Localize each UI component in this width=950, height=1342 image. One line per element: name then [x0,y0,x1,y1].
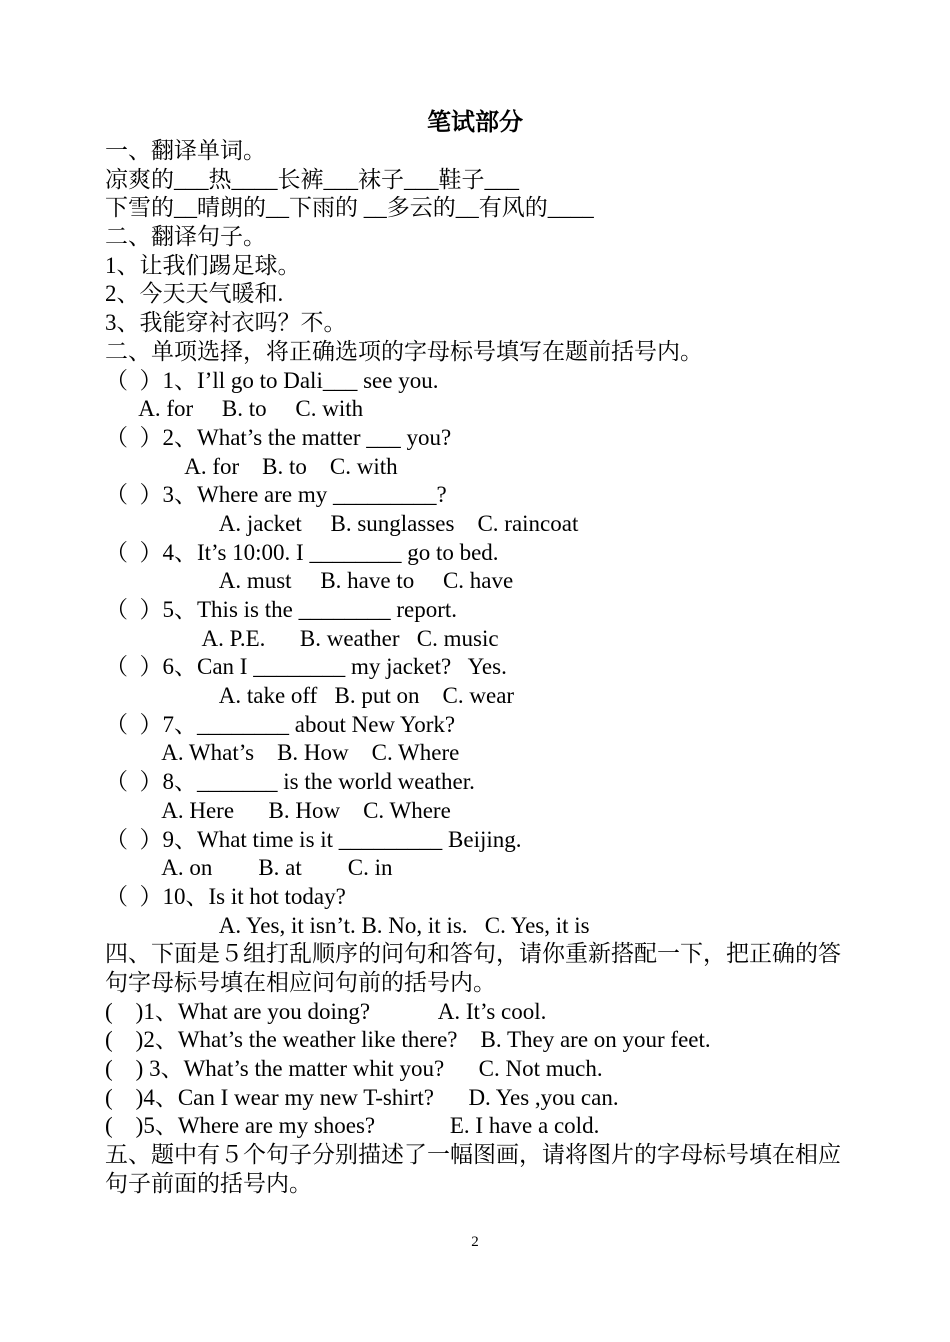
page-title: 笔试部分 [427,110,523,136]
document-body [105,137,850,1199]
text-line: 1、让我们踢足球。 [105,252,301,278]
text-line: 二、单项选择，将正确选项的字母标号填写在题前括号内。 [105,338,703,364]
text-line: （ ）8、_______ is the world weather. [105,769,475,795]
text-line: A. jacket B. sunglasses C. raincoat [105,510,579,536]
text-line: 2、今天天气暖和. [105,281,284,307]
text-line: A. P.E. B. weather C. music [105,625,499,651]
text-line: A. Yes, it isn’t. B. No, it is. C. Yes, it is [105,912,590,938]
text-line: 下雪的__晴朗的__下雨的 __多云的__有风的____ [105,195,594,221]
text-line: （ ）10、Is it hot today? [105,883,346,909]
text-line: 一、翻译单词。 [105,138,266,163]
text-line: ( )5、Where are my shoes? E. I have a cold. [105,1113,600,1139]
text-line: （ ）9、What time is it _________ Beijing. [105,826,522,852]
text-line: A. on B. at C. in [105,855,393,881]
text-line: ( )1、What are you doing? A. It’s cool. [105,998,547,1024]
text-line: （ ）4、It’s 10:00. I ________ go to bed. [105,539,499,565]
text-line: ( )2、What’s the weather like there? B. They are on your feet. [105,1027,711,1053]
text-line: 二、翻译句子。 [105,224,266,250]
text-line: （ ）6、Can I ________ my jacket? Yes. [105,654,507,680]
text-line: （ ）1、I’ll go to Dali___ see you. [105,367,439,393]
text-line: ( ) 3、What’s the matter whit you? C. Not much. [105,1056,603,1082]
text-line: （ ）3、Where are my _________? [105,482,447,508]
text-line: A. Here B. How C. Where [105,797,451,823]
text-line: 3、我能穿衬衣吗？不。 [105,310,347,336]
text-line: （ ）5、This is the ________ report. [105,597,457,622]
text-line: A. for B. to C. with [105,396,364,422]
text-line: （ ）2、What’s the matter ___ you? [105,424,452,450]
page-number: 2 [471,1234,479,1250]
text-line: 五、题中有５个句子分别描述了一幅图画，请将图片的字母标号填在相应句子前面的括号内。 [105,1142,841,1196]
text-line: A. for B. to C. with [105,453,398,479]
text-line: A. take off B. put on C. wear [105,683,515,709]
text-line: A. must B. have to C. have [105,568,514,594]
text-line: （ ）7、________ about New York? [105,711,456,737]
text-line: 四、下面是５组打乱顺序的问句和答句，请你重新搭配一下，把正确的答句字母标号填在相应问句前的括号内。 [105,941,841,995]
text-line: ( )4、Can I wear my new T-shirt? D. Yes ,you can. [105,1084,619,1110]
text-line: A. What’s B. How C. Where [105,740,460,766]
text-line: 凉爽的___热____长裤___袜子___鞋子___ [105,166,519,192]
